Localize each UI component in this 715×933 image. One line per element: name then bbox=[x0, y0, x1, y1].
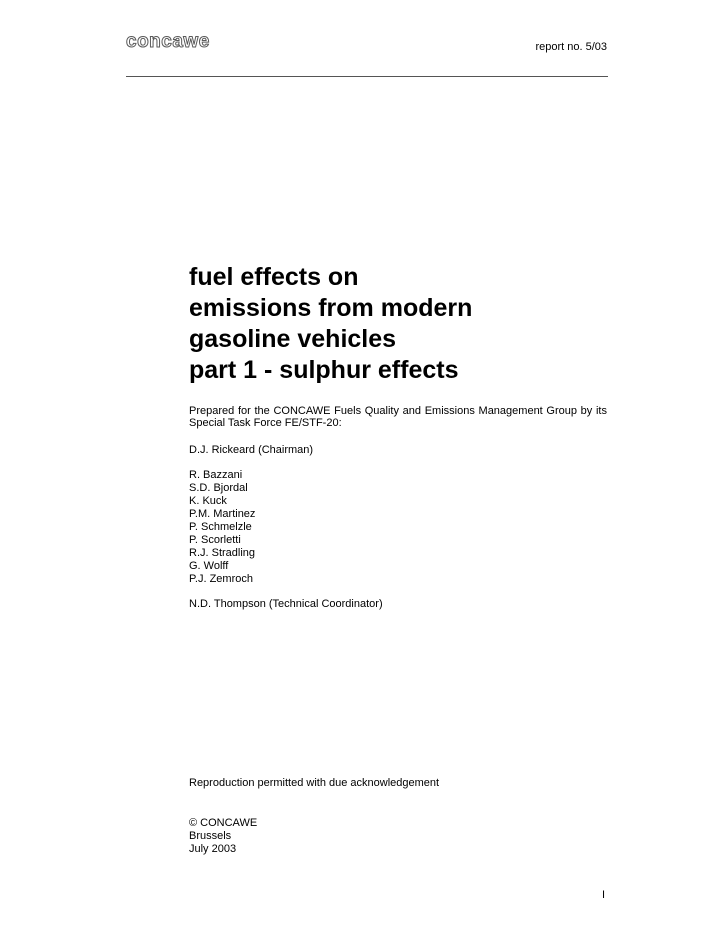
member-name: R.J. Stradling bbox=[189, 547, 256, 559]
member-name: P. Scorletti bbox=[189, 534, 241, 546]
prepared-for-statement: Prepared for the CONCAWE Fuels Quality and Emissions Management Group by its Special Task Force FE/STF-20: bbox=[189, 405, 607, 429]
reproduction-note: Reproduction permitted with due acknowledgement bbox=[189, 777, 440, 789]
member-name: P.J. Zemroch bbox=[189, 573, 253, 585]
member-name: P.M. Martinez bbox=[189, 508, 256, 520]
member-name: K. Kuck bbox=[189, 495, 227, 507]
member-name: R. Bazzani bbox=[189, 469, 243, 481]
header-divider bbox=[126, 76, 608, 77]
report-title bbox=[189, 262, 472, 386]
title-line: part 1 - sulphur effects bbox=[189, 356, 459, 384]
copyright-block bbox=[189, 817, 257, 856]
copyright-owner: © CONCAWE bbox=[189, 817, 258, 829]
concawe-logo: concawe bbox=[126, 31, 210, 52]
technical-coordinator: N.D. Thompson (Technical Coordinator) bbox=[189, 598, 383, 610]
title-line: gasoline vehicles bbox=[189, 325, 397, 353]
publication-date: July 2003 bbox=[189, 843, 237, 855]
page-number: I bbox=[602, 889, 606, 901]
member-name: G. Wolff bbox=[189, 560, 229, 572]
title-line: fuel effects on bbox=[189, 263, 359, 291]
task-force-members bbox=[189, 469, 255, 586]
title-line: emissions from modern bbox=[189, 294, 473, 322]
member-name: S.D. Bjordal bbox=[189, 482, 248, 494]
member-name: P. Schmelzle bbox=[189, 521, 252, 533]
publication-city: Brussels bbox=[189, 830, 232, 842]
chairman-name: D.J. Rickeard (Chairman) bbox=[189, 444, 314, 456]
report-number: report no. 5/03 bbox=[535, 41, 607, 53]
